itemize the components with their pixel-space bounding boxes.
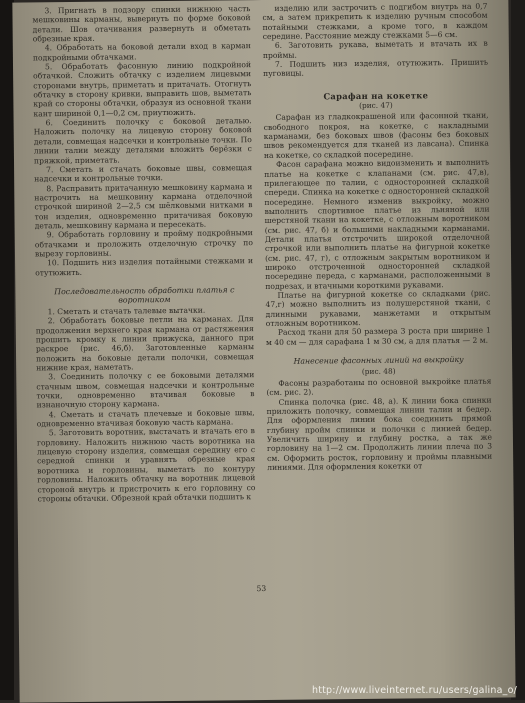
paragraph: 6. Заготовить рукава, выметать и втачать их в проймы. xyxy=(262,39,488,60)
section-heading: Последовательность обработки платья с воротником xyxy=(54,285,235,305)
paragraph: 7. Сметать и стачать боковые швы, совмещая надсечки и контрольные точки. xyxy=(34,162,253,184)
paragraph: Фасоны разработаны по основной выкройке платья (см. рис. 2). xyxy=(266,376,492,398)
paragraph: Спинка полочка (рис. 48, а). К линии бока спинки приложить полочку, совмещая линии талии и бедер. Для оформления линии бока соединить прямой глубину пройм спинки и полочки с линией бедер. Увеличить ширину и глубину ростка, а так же горловину на 1—2 см. Продолжить линии плеча по 3 см. Оформить росток, горловину и проймы плавными линиями. Для оформления кокетки от xyxy=(266,395,493,472)
figure-reference: (рис. 48) xyxy=(361,366,396,376)
paragraph: Сарафан из гладкокрашеной или фасонной ткани, свободного покроя, на кокетке, с накладными карманами, без боковых швов (фасоны без боковых швов рекомендуется для тканей из лавсана). Спинка на кокетке, со складкой посередине. xyxy=(263,111,489,160)
paragraph: 10. Подшить низ изделия потайными стежками и отутюжить. xyxy=(35,256,254,278)
paragraph: 3. Пригнать в подзору спинки нижнюю часть мешковины карманы, вывернуть по форме боковой детали. Шов отачивания развернуть и обметать обрезные края. xyxy=(32,4,251,44)
paragraph: Расход ткани для 50 размера 3 роста при ширине 1 м 40 см — для сарафана 1 м 30 см, а для платья — 2 м. xyxy=(265,325,491,347)
paragraph: 5. Заготовить воротник, выстачать и втачать его в горловину. Наложить нижнюю часть воротника на лицевую сторону изделия, совмещая середину его с середной спинки и уравнять обрезные края воротника и горловины, выметать по контуру горловины. Наложить обтачку на воротник лицевой стороной внутрь и пристрочить к его горловину со стороны обтачки. Обрезной край обтачки подшить к xyxy=(36,426,256,504)
watermark-url: http://www.liveinternet.ru/users/galina_o/ xyxy=(311,685,517,696)
right-column xyxy=(262,2,492,473)
paragraph: 3. Соединить полочку с ее боковыми деталями стачным швом, совмещая надсечки и контрольные точки, одновременно втачивая боковые в изнаночную сторону кармана. xyxy=(36,370,255,410)
book-page xyxy=(12,0,515,703)
book-gutter-left xyxy=(0,0,14,700)
paragraph: 9. Обработать горловину и пройму подкройными обтачками и проложить отделочную строчку по вырезу горловины. xyxy=(34,228,253,259)
paragraph: 7. Подшить низ изделия, отутюжить. Пришить пуговицы. xyxy=(263,57,489,79)
paragraph: 4. Сметать и стачать плечевые и боковые швы, одновременно втачивая боковую часть кармана. xyxy=(36,407,255,429)
article-title: Сарафан на кокетке xyxy=(323,90,429,102)
paragraph: 5. Обработать фасонную линию подкройной обтачкой. Сложить обтачку с изделием лицевыми сторонами внутрь, приметать и притачать. Отогнуть обтачку в сторону кривки, выправить шов, выметать край со стороны обтачки, образуя из основной ткани кант шириной 0,1—0,2 см, приутюжить. xyxy=(33,60,252,119)
paragraph: изделию или застрочить с подгибом внутрь на 0,7 см, а затем прикрепить к изделию ручным способом потайными стежками, а кроме того, в каждом середине. Расстояние между стежками 5—6 см. xyxy=(262,1,488,42)
paragraph: 1. Сметать и стачать талевые вытачки. xyxy=(47,305,206,317)
paragraph: 8. Расправить притачанную мешковину кармана и настрочить на мешковину кармана отделочной строчкой шириной 2—2,5 см шёлковыми нитками в тон изделия, одновременно притачивая боковую деталь, мешковину кармана и пересекать. xyxy=(34,181,253,231)
section-heading: Нанесение фасонных линий на выкройку xyxy=(293,354,464,366)
paragraph: Платье на фигурной кокетке со складками (рис. 47,г) можно выполнить из полушерстяной ткани, с длинными рукавами, манжетами и открытым отложным воротником. xyxy=(265,288,491,328)
left-column xyxy=(32,4,255,503)
page-number: 53 xyxy=(256,583,267,594)
paragraph: 4. Обработать на боковой детали вход в карман подкройными обтачками. xyxy=(32,41,251,63)
paragraph: Фасон сарафана можно видоизменить и выполнить платье на кокетке с клапанами (см. рис. 47,в), прилегающее по талии, с односторонней складкой спереди. Спинка на кокетке с односторонней складкой посередине. Немного изменив выкройку, можно выполнить спортивное платье из льняной или шерстяной ткани на кокетке, с отложным воротником (см. рис. 47, б) и большими накладными карманами. Детали платья отстрочить широкой отделочной строчкой или выполнить платье на фигурной кокетке (см. рис. 47, г), с отложным закрытым воротником и широко отстроченной односторонней складкой посередине переда, с карманами, расположенными в подрезах, и втачными короткими рукавами. xyxy=(264,157,491,291)
paragraph: 6. Соединить полочку с боковой деталью. Наложить полочку на лицевую сторону боковой детали, совмещая надсечки и контрольные точки. По линии талии между деталями вложить берёзки с пряжкой, приметать. xyxy=(33,116,252,165)
paragraph: 2. Обработать боковые петли на карманах. Для продолжения верхнего края кармана от растяжения прошить кромку к линии прижуска, данного при раскрое (рис. 46,б). Заготовленные карманы положить на боковые детали полочки, совмещая нижние края, наметать. xyxy=(35,314,255,373)
figure-reference: (рис. 47) xyxy=(359,100,393,111)
